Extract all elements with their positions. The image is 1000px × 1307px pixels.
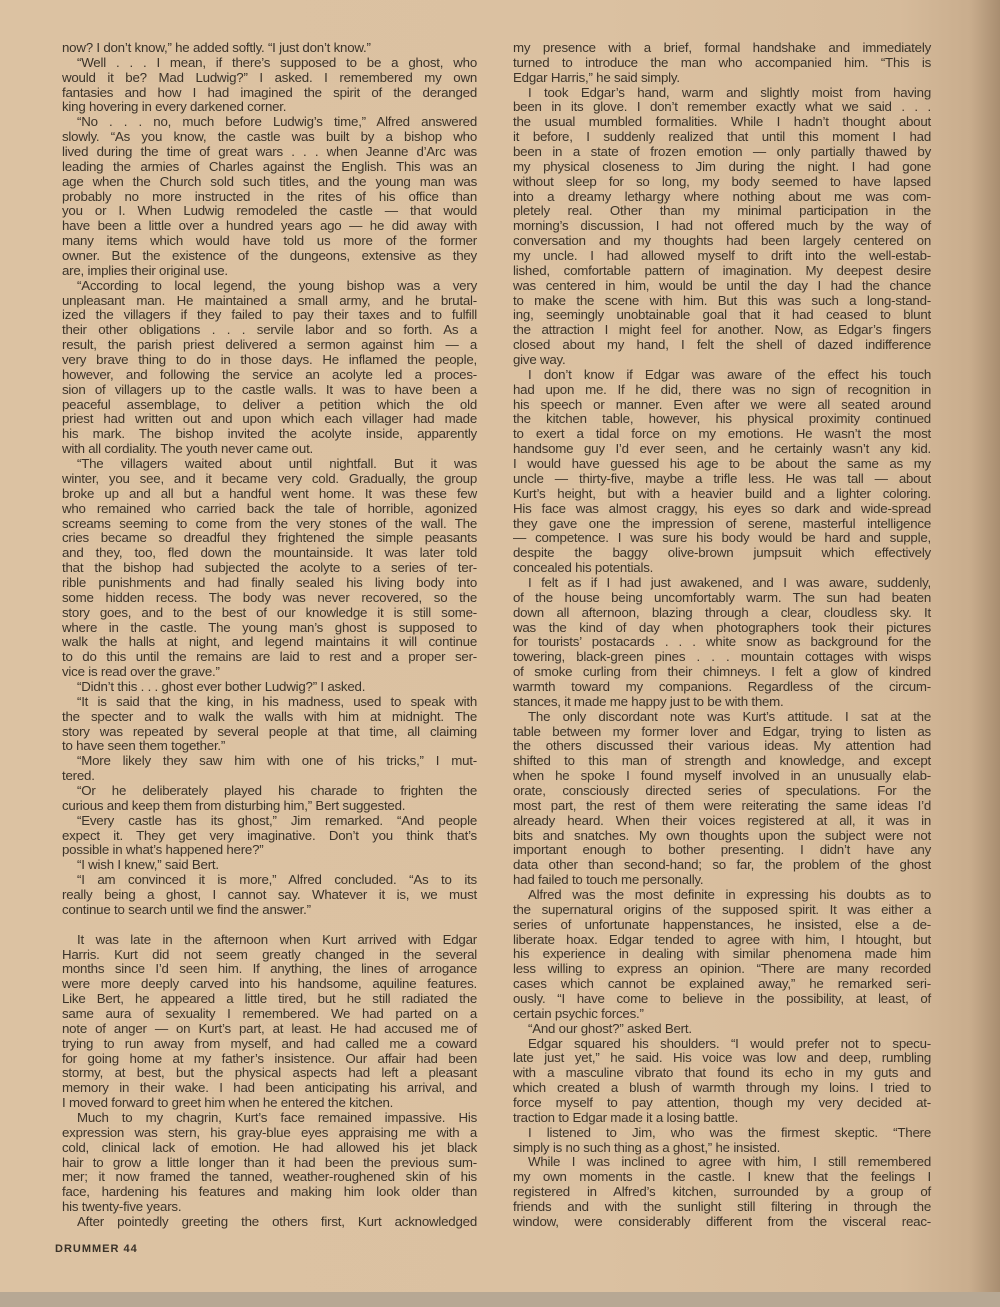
text-line: to make the scene with him. But this was such a long-stand- — [513, 292, 931, 308]
text-line: tered. — [62, 768, 95, 784]
text-line: uncle — thirty-five, maybe a trifle less. He was tall — about — [513, 470, 931, 486]
text-line: stances, it made me happy just to be with them. — [513, 693, 784, 709]
text-line: with a masculine vibrato that found its echo in my guts and — [513, 1065, 931, 1081]
text-line: story was repeated by several people at that time, all claiming — [62, 723, 477, 739]
paragraph — [62, 56, 477, 115]
text-line: morning’s discussion, I had not offered much by the way of — [513, 218, 931, 234]
text-line: unpleasant man. He maintained a small army, and he brutal- — [62, 292, 477, 308]
text-line: already heard. When their voices registered at all, it was in — [513, 812, 931, 828]
text-line: It was late in the afternoon when Kurt arrived with Edgar — [77, 931, 477, 947]
text-line: into a dreamy lethargy where nothing about me was com- — [513, 188, 931, 204]
text-line: now? I don’t know,” he added softly. “I just don’t know.” — [62, 40, 371, 55]
text-line: with all cordiality. The youth never came out. — [62, 441, 314, 457]
text-line: age when the Church sold such titles, and the young man was — [62, 173, 477, 189]
text-line: his speech or manner. Even after we were all seated around — [513, 396, 931, 412]
text-line: leading the armies of Charles against the English. This was an — [62, 158, 477, 174]
text-line: slowly. “As you know, the castle was built by a bishop who — [62, 129, 477, 145]
text-line: of smoke curling from their chimneys. I felt a glow of kindred — [513, 664, 931, 680]
text-line: Alfred was the most definite in expressing his doubts as to — [528, 886, 931, 902]
text-line: and they, too, fled down the mountainside. It was later told — [62, 545, 477, 561]
text-line: the usual mumbled formalities. While I hadn’t thought about — [513, 114, 931, 130]
text-line: priest had written out and upon which each villager had made — [62, 411, 477, 427]
text-line: note of anger — on Kurt’s part, at least. He had accused me of — [62, 1020, 477, 1036]
text-line: their other obligations . . . servile labor and so forth. As a — [62, 322, 477, 338]
text-line: months since I’d seen him. If anything, the lines of arrogance — [62, 961, 477, 977]
text-line: data other than second-hand; so far, the problem of the ghost — [513, 857, 931, 873]
text-line: down all afternoon, blazing through a clear, cloudless sky. It — [513, 604, 931, 620]
paragraph — [62, 41, 477, 56]
paragraph — [62, 784, 477, 814]
text-line: “According to local legend, the young bishop was a very — [77, 277, 477, 293]
text-line: same aura of sexuality I remembered. We had parted on a — [62, 1006, 477, 1021]
text-line: many items which would have told us more of the former — [62, 233, 477, 249]
text-line: very brave thing to do in those days. He inflamed the people, — [62, 352, 477, 368]
text-line: to do this until the remains are laid to rest and a proper ser- — [62, 649, 477, 665]
text-line: owner. But the existence of the dungeons, extensive as they — [62, 248, 477, 264]
text-line: to exert a tidal force on my emotions. He wasn’t the most — [513, 426, 931, 442]
text-line: important enough to bother presenting. I didn’t have any — [513, 842, 931, 858]
text-line: table between my former lover and Edgar, trying to listen as — [513, 723, 931, 739]
text-line: expect it. They get very imaginative. Don’t you think that’s — [62, 827, 477, 843]
text-line: The only discordant note was Kurt’s attitude. I sat at the — [528, 708, 931, 724]
text-line: I listened to Jim, who was the firmest skeptic. “There — [528, 1124, 931, 1140]
text-line: Kurt’s height, but with a heavier build and a lighter coloring. — [513, 485, 931, 501]
text-line: I would have guessed his age to be about the same as my — [513, 456, 931, 472]
text-line: my presence with a brief, formal handshake and immediately — [513, 40, 931, 55]
text-line: force myself to pay attention, though my very decided at- — [513, 1095, 931, 1111]
text-line: his mark. The bishop invited the acolyte inside, apparently — [62, 426, 477, 442]
section-break — [62, 918, 477, 933]
paragraph — [62, 680, 477, 695]
text-line: lished, comfortable pattern of imagination. My deepest desire — [513, 262, 931, 278]
text-line: friends and with the sunlight still filtering in through the — [513, 1199, 931, 1215]
text-line: of the house being uncomfortably warm. The sun had beaten — [513, 589, 931, 605]
text-line: give way. — [513, 352, 566, 368]
text-line: vice is read over the grave.” — [62, 664, 220, 680]
text-line: the others discussed their various ideas. My attention had — [513, 738, 931, 754]
text-line: Edgar squared his shoulders. “I would prefer not to specu- — [528, 1035, 931, 1051]
text-line: — competence. I was sure his body would be hard and supple, — [513, 530, 931, 546]
paragraph — [62, 695, 477, 754]
paragraph — [62, 115, 477, 278]
text-line: conversation and my thoughts had been largely centered on — [513, 233, 931, 249]
text-line: I don’t know if Edgar was aware of the effect his touch — [528, 366, 931, 382]
text-line: result, the parish priest delivered a sermon against him — a — [62, 337, 477, 353]
text-line: continue to search until we find the answer.” — [62, 901, 311, 917]
text-line: trying to run away from myself, and had called me a coward — [62, 1035, 477, 1051]
text-column-right — [513, 41, 931, 1230]
text-line: orate, consciously directed series of speculations. For the — [513, 782, 931, 798]
text-line: were more deeply carved into his handsome, aquiline features. — [62, 976, 477, 992]
text-line: ously. “I have come to believe in the possibility, at least, of — [513, 991, 931, 1006]
text-line: was centered in him, would be until the day I had the chance — [513, 277, 931, 293]
text-line: series of unfortunate happenstances, he insisted, else a de- — [513, 916, 931, 932]
paragraph — [513, 888, 931, 1022]
text-line: peaceful assemblage, to deliver a petition which the old — [62, 396, 477, 412]
text-line: where in the castle. The young man’s ghost is supposed to — [62, 619, 477, 635]
text-line: cold, clinical lack of emotion. He had allowed his jet black — [62, 1139, 477, 1155]
text-line: the supernatural origins of the supposed spirit. It was either a — [513, 901, 931, 917]
text-line: turned to introduce the man who accompanied him. “This is — [513, 54, 931, 70]
text-line: you or I. When Ludwig remodeled the castle — that would — [62, 203, 477, 219]
text-line: ing, seemingly unobtainable goal that it had ceased to blunt — [513, 307, 931, 323]
paragraph — [513, 1155, 931, 1229]
text-line: for tourists’ postacards . . . white snow as background for the — [513, 634, 931, 650]
text-line: possible in what’s happened here?” — [62, 842, 264, 858]
text-line: pletely real. Other than my minimal participation in the — [513, 203, 931, 219]
paragraph — [513, 710, 931, 888]
text-line: late just yet,” he said. His voice was low and deep, rumbling — [513, 1050, 931, 1066]
paragraph — [62, 1111, 477, 1215]
text-line: my uncle. I had allowed myself to drift into the well-estab- — [513, 248, 931, 264]
paragraph — [62, 873, 477, 918]
text-line: His face was almost craggy, his eyes so dark and wide-spread — [513, 500, 931, 516]
text-line: closed about my hand, I felt the shell of dazed indifference — [513, 337, 931, 353]
text-line: rible punishments and had finally sealed his living body into — [62, 574, 477, 590]
text-line: I felt as if I had just awakened, and I was aware, suddenly, — [528, 574, 931, 590]
text-line: been in a state of frozen emotion — only partially thawed by — [513, 144, 931, 160]
paragraph — [513, 368, 931, 576]
text-line: certain psychic forces.” — [513, 1005, 644, 1021]
text-line: despite the baggy olive-brown jumpsuit which effectively — [513, 545, 931, 561]
paragraph — [513, 1022, 931, 1037]
text-line: less willing to express an opinion. “There are many recorded — [513, 961, 931, 977]
text-line: liberate hoax. Edgar tended to agree with him, I htought, but — [513, 931, 931, 947]
text-line: bits and snatches. My own thoughts upon the subject were not — [513, 827, 931, 843]
text-line: “The villagers waited about until nightfall. But it was — [77, 456, 477, 472]
text-line: cases which cannot be explained away,” he remarked seri- — [513, 976, 931, 992]
text-line: have been a little over a hundred years ago — he did away with — [62, 218, 477, 234]
text-line: simply is no such thing as a ghost,” he insisted. — [513, 1139, 781, 1155]
text-line: really being a ghost, I cannot say. Whatever it is, we must — [62, 886, 477, 902]
paragraph — [62, 933, 477, 1111]
text-line: I took Edgar’s hand, warm and slightly moist from having — [528, 84, 931, 100]
paragraph — [62, 1215, 477, 1230]
text-line: it before, I suddenly realized that until this moment I had — [513, 129, 931, 145]
text-line: mer; it now framed the tanned, weather-roughened skin of his — [62, 1169, 477, 1185]
text-line: I moved forward to greet him when he entered the kitchen. — [62, 1095, 394, 1111]
text-line: warmth toward my companions. Regardless of the circum- — [513, 678, 931, 694]
text-line: curious and keep them from disturbing him,” Bert suggested. — [62, 797, 406, 813]
text-line: fantasies and how I had imagined the spirit of the deranged — [62, 84, 477, 100]
text-line: the kitchen table, however, his physical proximity continued — [513, 411, 931, 427]
text-line: “I am convinced it is more,” Alfred concluded. “As to its — [77, 872, 477, 888]
text-line: “And our ghost?” asked Bert. — [528, 1020, 692, 1036]
text-line: “No . . . no, much before Ludwig’s time,” Alfred answered — [77, 114, 477, 130]
paragraph — [513, 576, 931, 710]
text-line: “Well . . . I mean, if there’s supposed to be a ghost, who — [77, 54, 477, 70]
text-line: window, were considerably different from the visceral reac- — [513, 1213, 931, 1229]
text-line: his experience in dealing with similar phenomena made him — [513, 946, 931, 962]
text-line: king hovering in every darkened corner. — [62, 99, 287, 115]
text-line: concealed his potentials. — [513, 560, 654, 576]
text-line: registered in Alfred’s kitchen, surrounded by a group of — [513, 1184, 931, 1200]
text-line: traction to Edgar made it a losing battle. — [513, 1109, 739, 1125]
text-line: the specter and to walk the walls with him at midnight. The — [62, 708, 477, 724]
text-line: the attraction I might feel for another. Now, as Edgar’s fingers — [513, 322, 931, 338]
text-line: memory in their wake. I had been anticipating his arrival, and — [62, 1080, 477, 1096]
text-line: After pointedly greeting the others first, Kurt acknowledged — [77, 1214, 477, 1230]
text-line: “More likely they saw him with one of his tricks,” I mut- — [77, 753, 477, 769]
text-line: story goes, and to the best of our knowledge it is still some- — [62, 604, 477, 620]
text-line: Harris. Kurt did not seem greatly changed in the several — [62, 946, 477, 962]
page-folio: DRUMMER 44 — [55, 1243, 138, 1255]
text-line: hair to grow a little longer than it had been the previous sum- — [62, 1154, 477, 1170]
text-column-left — [62, 41, 477, 1230]
text-line: they gave one the impression of serene, masterful intelligence — [513, 515, 931, 531]
text-line: Like Bert, he appeared a little tired, but he still radiated the — [62, 991, 477, 1007]
text-line: would it be? Mad Ludwig?” I asked. I remembered my own — [62, 69, 477, 85]
paragraph — [62, 279, 477, 457]
text-line: broke up and all but a handful went home. It was these few — [62, 485, 477, 501]
text-line: towering, black-green pines . . . mountain cottages with wisps — [513, 649, 931, 665]
text-line: Much to my chagrin, Kurt’s face remained impassive. His — [77, 1110, 477, 1126]
text-line: probably no more instructed in the rites of his office than — [62, 188, 477, 204]
text-line: expression was stern, his gray-blue eyes appraising me with a — [62, 1124, 477, 1140]
text-line: “Every castle has its ghost,” Jim remarked. “And people — [77, 812, 477, 828]
text-line: been in its glove. I don’t remember exactly what we said . . . — [513, 99, 931, 115]
text-line: without sleep for so long, my body seemed to have lapsed — [513, 173, 931, 189]
text-line: While I was inclined to agree with him, I still remembered — [528, 1154, 931, 1170]
paragraph — [62, 754, 477, 784]
page-bottom-edge — [0, 1292, 1000, 1307]
text-line: when he spoke I found myself involved in an unusually elab- — [513, 768, 931, 784]
text-line: however, and following the service an acolyte led a proces- — [62, 366, 477, 382]
text-line: who remained who carried back the tale of horrible, agonized — [62, 500, 477, 516]
paragraph — [513, 1126, 931, 1156]
paragraph — [513, 86, 931, 368]
text-line: screams seeming to come from the very stones of the wall. The — [62, 515, 477, 531]
text-line: are, implies their original use. — [62, 262, 228, 278]
text-line: his twenty-five years. — [62, 1199, 182, 1215]
text-line: to have seen them together.” — [62, 738, 226, 754]
text-line: sion of villagers up to the castle walls. It was to have been a — [62, 381, 477, 397]
text-line: walk the halls at night, and legend maintains it will continue — [62, 634, 477, 650]
text-line: cries became so dreadful they frightened the simple peasants — [62, 530, 477, 546]
text-line: for going home at my father’s insistence. Our affair had been — [62, 1050, 477, 1066]
text-line: had upon me. If he did, there was no sign of recognition in — [513, 381, 931, 397]
text-line: shifted to this man of strength and knowledge, and except — [513, 753, 931, 769]
text-line: “Didn’t this . . . ghost ever bother Ludwig?” I asked. — [77, 678, 366, 694]
text-line: handsome guy I’d ever seen, and he certainly wasn’t any kid. — [513, 441, 931, 457]
text-line: that the bishop had subjected the acolyte to a series of ter- — [62, 560, 477, 576]
text-line: “I wish I knew,” said Bert. — [77, 857, 219, 873]
paragraph — [513, 1037, 931, 1126]
text-line: my physical closeness to Jim during the night. I had gone — [513, 158, 931, 174]
text-line: “Or he deliberately played his charade to frighten the — [77, 782, 477, 798]
text-line: winter, you see, and it became very cold. Gradually, the group — [62, 470, 477, 486]
text-line: lived during the time of great wars . . . when Jeanne d’Arc was — [62, 144, 477, 160]
text-line: was the kind of day when photographers took their pictures — [513, 619, 931, 635]
text-line: some hidden recess. The body was never recovered, so the — [62, 589, 477, 605]
text-line: had failed to touch me personally. — [513, 872, 704, 888]
text-line: most part, the rest of them were reiterating the same ideas I’d — [513, 797, 931, 813]
text-line: face, hardening his features and making him look older than — [62, 1184, 477, 1200]
paragraph — [513, 41, 931, 86]
paragraph — [62, 814, 477, 859]
text-line: which created a blush of warmth through my loins. I tried to — [513, 1080, 931, 1096]
text-line: Edgar Harris,” he said simply. — [513, 69, 680, 85]
paragraph — [62, 858, 477, 873]
text-line: “It is said that the king, in his madness, used to speak with — [77, 693, 477, 709]
text-line: ized the villagers if they failed to pay their taxes and to fulfill — [62, 307, 477, 323]
paragraph — [62, 457, 477, 680]
text-line: my own moments in the castle. I knew that the feelings I — [513, 1169, 931, 1185]
text-line: stormy, at best, but the physical aspects had left a pleasant — [62, 1065, 477, 1081]
